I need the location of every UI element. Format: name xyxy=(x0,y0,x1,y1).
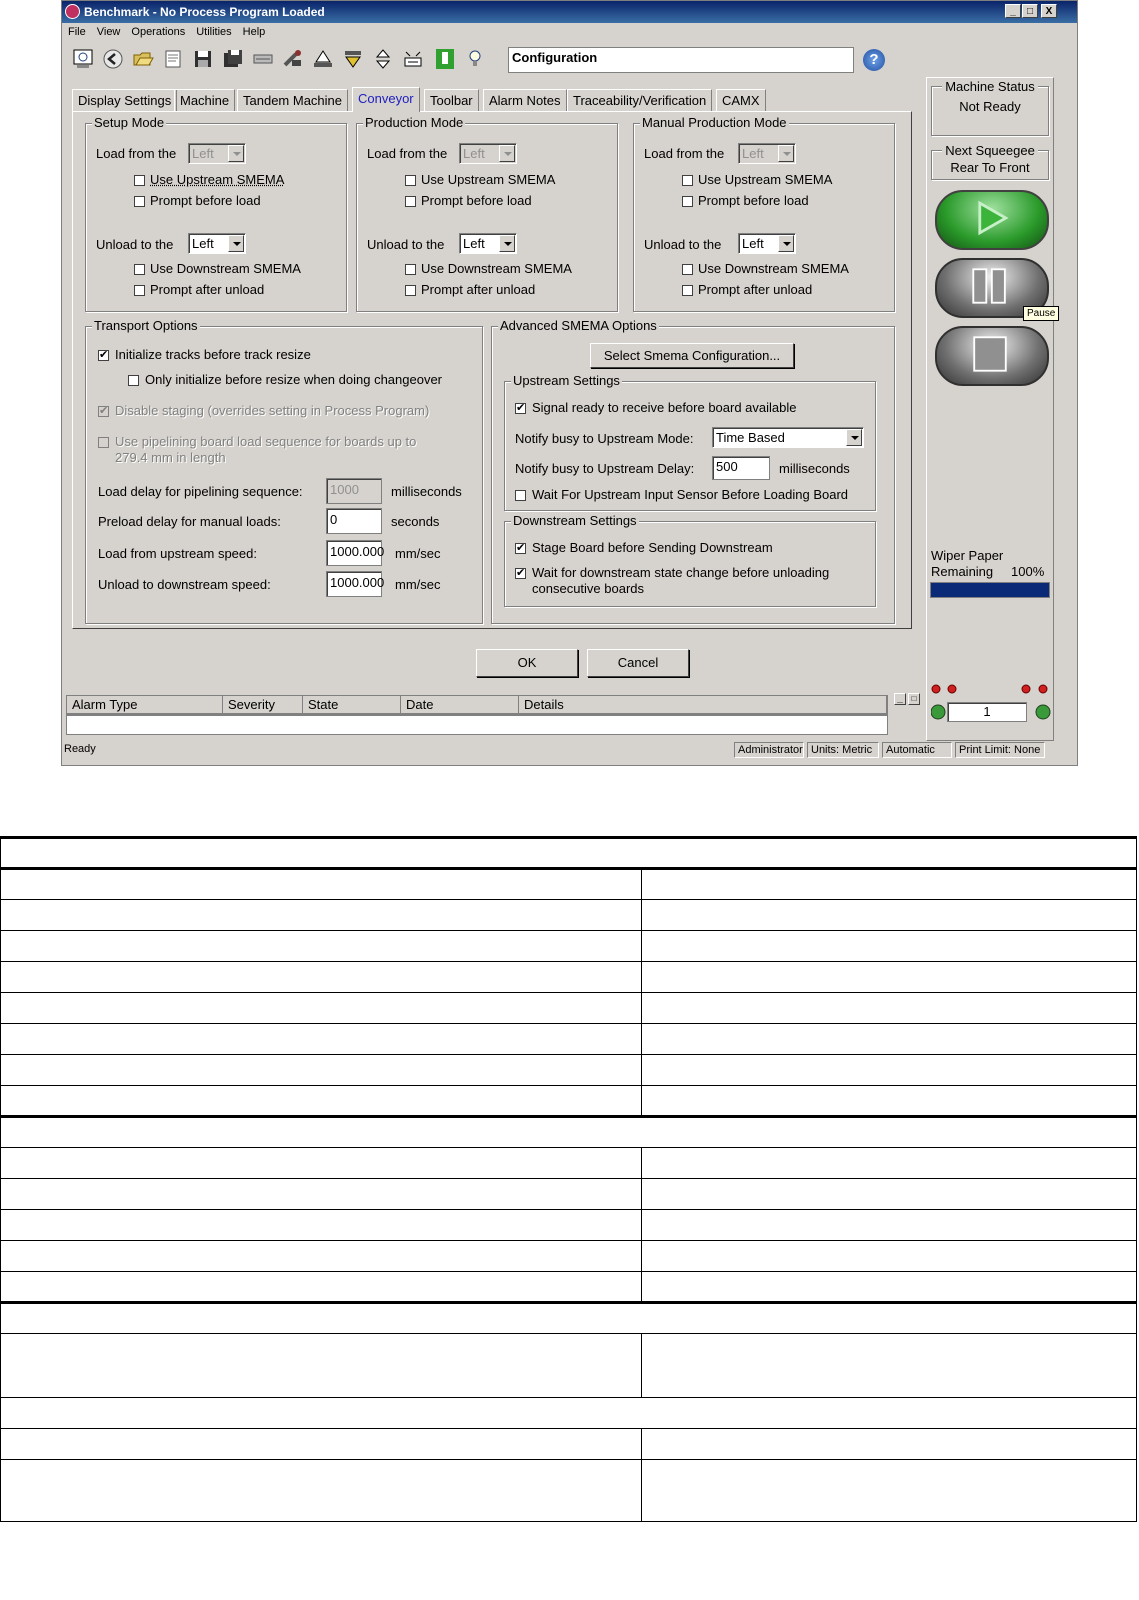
play-icon xyxy=(937,192,1043,244)
load-from-label: Load from the xyxy=(96,146,177,161)
table-cell xyxy=(642,1179,1137,1210)
tab-conveyor[interactable]: Conveyor xyxy=(352,87,420,112)
disable-staging-checkbox[interactable]: ✔ xyxy=(99,405,109,417)
alarm-minimize-button[interactable]: _ xyxy=(894,693,906,705)
alarm-list-body[interactable] xyxy=(66,715,888,735)
load-from-select[interactable]: Left xyxy=(459,143,517,164)
alarm-column-state[interactable]: State xyxy=(303,696,401,714)
alarm-column-date[interactable]: Date xyxy=(401,696,519,714)
group-title: Transport Options xyxy=(94,318,198,333)
use-downstream-smema-label: Use Downstream SMEMA xyxy=(150,261,301,276)
use-downstream-smema-checkbox[interactable] xyxy=(405,264,416,275)
table-cell xyxy=(642,1272,1137,1303)
back-icon[interactable] xyxy=(102,48,124,70)
prompt-before-load-checkbox[interactable] xyxy=(405,196,416,207)
load-from-label: Load from the xyxy=(644,146,725,161)
board-down-icon[interactable] xyxy=(342,48,364,70)
table-cell xyxy=(642,1024,1137,1055)
load-delay-unit: milliseconds xyxy=(391,484,462,499)
preload-delay-label: Preload delay for manual loads: xyxy=(98,514,281,529)
app-logo-icon xyxy=(65,4,80,19)
load-speed-label: Load from upstream speed: xyxy=(98,546,257,561)
tab-alarm-notes[interactable]: Alarm Notes xyxy=(483,89,567,111)
alarm-column-severity[interactable]: Severity xyxy=(223,696,303,714)
pause-tooltip: Pause xyxy=(1023,306,1059,321)
tab-display-settings[interactable]: Display Settings xyxy=(72,89,177,111)
table-cell xyxy=(642,1055,1137,1086)
wait-sensor-checkbox[interactable] xyxy=(515,490,526,501)
unload-speed-label: Unload to downstream speed: xyxy=(98,577,271,592)
unload-to-select[interactable]: Left xyxy=(738,233,796,254)
stack-icon[interactable] xyxy=(402,48,424,70)
alarm-column-type[interactable]: Alarm Type xyxy=(67,696,223,714)
table-cell xyxy=(1,1210,642,1241)
menu-view[interactable]: View xyxy=(96,26,121,38)
next-squeegee-value: Rear To Front xyxy=(950,160,1030,175)
status-ready: Ready xyxy=(64,743,96,755)
table-cell xyxy=(1,1148,642,1179)
table-cell xyxy=(1,1241,642,1272)
tab-tandem-machine[interactable]: Tandem Machine xyxy=(237,89,348,111)
tab-camx[interactable]: CAMX xyxy=(716,89,766,111)
select-smema-configuration-button[interactable]: Select Smema Configuration... xyxy=(590,343,794,368)
save-all-icon[interactable] xyxy=(222,48,244,70)
board-up-icon[interactable] xyxy=(312,48,334,70)
preload-delay-unit: seconds xyxy=(391,514,440,529)
status-print-limit: Print Limit: None xyxy=(955,742,1045,758)
preload-delay-input[interactable]: 0 xyxy=(326,508,382,534)
menu-help[interactable]: Help xyxy=(242,26,266,38)
wiper-remaining-label: Remaining xyxy=(931,564,994,579)
production-mode-group xyxy=(356,115,618,312)
prompt-after-unload-label: Prompt after unload xyxy=(150,282,265,297)
prompt-before-load-checkbox[interactable] xyxy=(134,196,145,207)
wait-state-change-label: Wait for downstream state change before unloading xyxy=(532,565,830,580)
notify-delay-input[interactable]: 500 xyxy=(712,456,770,480)
menu-operations[interactable]: Operations xyxy=(131,26,186,38)
only-initialize-checkbox[interactable] xyxy=(128,375,139,386)
upstream-settings-group xyxy=(504,373,876,511)
prompt-after-unload-label: Prompt after unload xyxy=(421,282,536,297)
table-cell xyxy=(1,1024,642,1055)
tab-toolbar[interactable]: Toolbar xyxy=(424,89,479,111)
prompt-after-unload-label: Prompt after unload xyxy=(698,282,813,297)
table-cell xyxy=(642,1086,1137,1117)
advanced-smema-group xyxy=(491,318,895,624)
table-cell xyxy=(642,1429,1137,1460)
title-bar xyxy=(62,1,1077,23)
wait-state-change-checkbox[interactable]: ✔ xyxy=(516,567,526,579)
configuration-title-box: Configuration xyxy=(508,47,854,73)
disable-staging-label: Disable staging (overrides setting in Process Program) xyxy=(115,403,430,418)
notify-delay-unit: milliseconds xyxy=(779,461,850,476)
unload-to-select[interactable]: Left xyxy=(459,233,517,254)
prompt-before-load-checkbox[interactable] xyxy=(682,196,693,207)
notify-delay-label: Notify busy to Upstream Delay: xyxy=(515,461,695,476)
document-table xyxy=(0,836,1137,1522)
use-downstream-smema-label: Use Downstream SMEMA xyxy=(698,261,849,276)
monitor-icon[interactable] xyxy=(72,48,94,70)
use-upstream-smema-label: Use Upstream SMEMA xyxy=(698,172,833,187)
ok-button[interactable]: OK xyxy=(476,649,578,677)
green-key-icon[interactable] xyxy=(434,48,456,70)
status-user: Administrator xyxy=(734,742,804,758)
minimize-button[interactable]: _ xyxy=(1005,4,1021,18)
cancel-button[interactable]: Cancel xyxy=(587,649,689,677)
table-cell xyxy=(642,1210,1137,1241)
table-section-header xyxy=(1,1117,1137,1148)
status-units: Units: Metric xyxy=(807,742,879,758)
table-cell xyxy=(1,1460,642,1522)
table-cell xyxy=(642,1241,1137,1272)
use-pipelining-label: Use pipelining board load sequence for boards up to xyxy=(115,434,417,449)
table-cell xyxy=(1,869,642,900)
wiper-progress-bar xyxy=(930,582,1050,598)
counter-input[interactable]: 1 xyxy=(947,702,1027,722)
wait-sensor-label: Wait For Upstream Input Sensor Before Loading Board xyxy=(532,487,849,502)
load-speed-input[interactable]: 1000.000 xyxy=(326,540,382,566)
group-title: Setup Mode xyxy=(94,115,165,130)
stage-board-checkbox[interactable]: ✔ xyxy=(516,542,526,554)
setup-mode-group xyxy=(85,115,347,312)
help-icon[interactable]: ? xyxy=(863,49,885,71)
unload-to-select[interactable]: Left xyxy=(188,233,246,254)
alarm-column-details[interactable]: Details xyxy=(519,696,887,714)
wiper-paper-label: Wiper Paper xyxy=(931,548,1004,563)
wait-state-change-label-line2: consecutive boards xyxy=(532,581,645,596)
prompt-after-unload-checkbox[interactable] xyxy=(682,285,693,296)
chevron-down-icon xyxy=(778,145,794,162)
load-delay-label: Load delay for pipelining sequence: xyxy=(98,484,303,499)
table-cell xyxy=(1,900,642,931)
notify-mode-label: Notify busy to Upstream Mode: xyxy=(515,431,694,446)
unload-to-label: Unload to the xyxy=(96,237,174,252)
machine-status-pane xyxy=(926,77,1054,741)
table-cell xyxy=(642,1148,1137,1179)
table-cell xyxy=(642,900,1137,931)
machine-status-value: Not Ready xyxy=(959,99,1021,114)
chevron-down-icon xyxy=(228,145,244,162)
initialize-tracks-label: Initialize tracks before track resize xyxy=(115,347,311,362)
table-cell xyxy=(642,962,1137,993)
group-title: Upstream Settings xyxy=(513,373,620,388)
configuration-dialog xyxy=(70,83,916,633)
table-cell xyxy=(1,993,642,1024)
table-cell xyxy=(642,869,1137,900)
unload-to-label: Unload to the xyxy=(644,237,722,252)
signal-ready-label: Signal ready to receive before board available xyxy=(532,400,797,415)
wiper-progress-fill xyxy=(931,583,1049,597)
status-bar xyxy=(62,741,1077,759)
prompt-after-unload-checkbox[interactable] xyxy=(405,285,416,296)
save-icon[interactable] xyxy=(192,48,214,70)
board-updown-icon[interactable] xyxy=(372,48,394,70)
window-title: Benchmark - No Process Program Loaded xyxy=(84,5,325,19)
maximize-button[interactable]: □ xyxy=(1022,4,1038,18)
table-cell xyxy=(1,1179,642,1210)
alarm-maximize-button[interactable]: □ xyxy=(908,693,920,705)
lightbulb-icon[interactable] xyxy=(464,48,486,70)
open-folder-icon[interactable] xyxy=(132,48,154,70)
load-speed-unit: mm/sec xyxy=(395,546,441,561)
notify-mode-select[interactable]: Time Based xyxy=(712,427,864,448)
load-from-label: Load from the xyxy=(367,146,448,161)
table-section-header xyxy=(1,1303,1137,1334)
table-cell xyxy=(1,1055,642,1086)
chevron-down-icon xyxy=(846,429,862,446)
machine-status-title: Machine Status xyxy=(942,79,1038,94)
manual-production-mode-group xyxy=(633,115,895,312)
status-mode: Automatic xyxy=(882,742,952,758)
use-upstream-smema-checkbox[interactable] xyxy=(134,175,145,186)
use-downstream-smema-label: Use Downstream SMEMA xyxy=(421,261,572,276)
table-section-header xyxy=(1,838,1137,869)
menu-utilities[interactable]: Utilities xyxy=(196,26,232,38)
group-title: Downstream Settings xyxy=(513,513,637,528)
prompt-before-load-label: Prompt before load xyxy=(698,193,809,208)
load-from-select[interactable]: Left xyxy=(738,143,796,164)
table-cell xyxy=(642,931,1137,962)
unload-speed-unit: mm/sec xyxy=(395,577,441,592)
use-upstream-smema-checkbox[interactable] xyxy=(405,175,416,186)
conveyor-tab-panel xyxy=(72,111,912,629)
table-cell xyxy=(1,962,642,993)
prompt-before-load-label: Prompt before load xyxy=(421,193,532,208)
prompt-after-unload-checkbox[interactable] xyxy=(134,285,145,296)
table-cell xyxy=(1,1086,642,1117)
table-cell xyxy=(1,1334,642,1398)
chevron-down-icon xyxy=(499,145,515,162)
pause-icon xyxy=(937,260,1043,312)
table-cell xyxy=(1,1429,642,1460)
group-title: Manual Production Mode xyxy=(642,115,787,130)
menu-file[interactable]: File xyxy=(68,26,86,38)
next-squeegee-box xyxy=(931,143,1049,180)
table-cell xyxy=(642,1460,1137,1522)
use-upstream-smema-checkbox[interactable] xyxy=(682,175,693,186)
group-title: Production Mode xyxy=(365,115,464,130)
unload-speed-input[interactable]: 1000.000 xyxy=(326,571,382,597)
downstream-settings-group xyxy=(504,513,876,607)
use-downstream-smema-checkbox[interactable] xyxy=(682,264,693,275)
notes-icon[interactable] xyxy=(162,48,184,70)
load-from-select[interactable]: Left xyxy=(188,143,246,164)
machine-status-box xyxy=(931,79,1049,136)
table-cell xyxy=(642,1334,1137,1398)
prompt-before-load-label: Prompt before load xyxy=(150,193,261,208)
use-pipelining-checkbox[interactable] xyxy=(98,437,109,448)
initialize-tracks-checkbox[interactable]: ✔ xyxy=(99,349,109,361)
load-delay-input[interactable]: 1000 xyxy=(326,478,382,504)
table-cell xyxy=(1,1272,642,1303)
app-window xyxy=(61,0,1078,766)
transport-options-group xyxy=(85,318,483,624)
only-initialize-label: Only initialize before resize when doing changeover xyxy=(145,372,443,387)
stage-board-label: Stage Board before Sending Downstream xyxy=(532,540,773,555)
chevron-down-icon xyxy=(499,235,515,252)
tab-traceability-verification[interactable]: Traceability/Verification xyxy=(567,89,712,111)
table-cell xyxy=(642,993,1137,1024)
signal-ready-checkbox[interactable]: ✔ xyxy=(516,402,526,414)
card-icon[interactable] xyxy=(252,48,274,70)
menu-bar xyxy=(62,23,1077,43)
use-downstream-smema-checkbox[interactable] xyxy=(134,264,145,275)
group-title: Advanced SMEMA Options xyxy=(500,318,657,333)
run-button[interactable] xyxy=(935,190,1049,250)
wiper-percent: 100% xyxy=(1011,564,1045,579)
table-section-header xyxy=(1,1398,1137,1429)
chevron-down-icon xyxy=(228,235,244,252)
use-upstream-smema-label: Use Upstream SMEMA xyxy=(150,172,285,187)
tab-machine[interactable]: Machine xyxy=(174,89,235,111)
use-pipelining-label-line2: 279.4 mm in length xyxy=(115,450,226,465)
toolbar xyxy=(68,44,938,76)
use-upstream-smema-label: Use Upstream SMEMA xyxy=(421,172,556,187)
tools-icon[interactable] xyxy=(282,48,304,70)
stop-icon xyxy=(937,328,1043,380)
close-button[interactable]: X xyxy=(1041,4,1057,18)
table-cell xyxy=(1,931,642,962)
next-squeegee-title: Next Squeegee xyxy=(942,143,1038,158)
alarm-list xyxy=(66,695,888,715)
stop-button[interactable] xyxy=(935,326,1049,386)
chevron-down-icon xyxy=(778,235,794,252)
unload-to-label: Unload to the xyxy=(367,237,445,252)
